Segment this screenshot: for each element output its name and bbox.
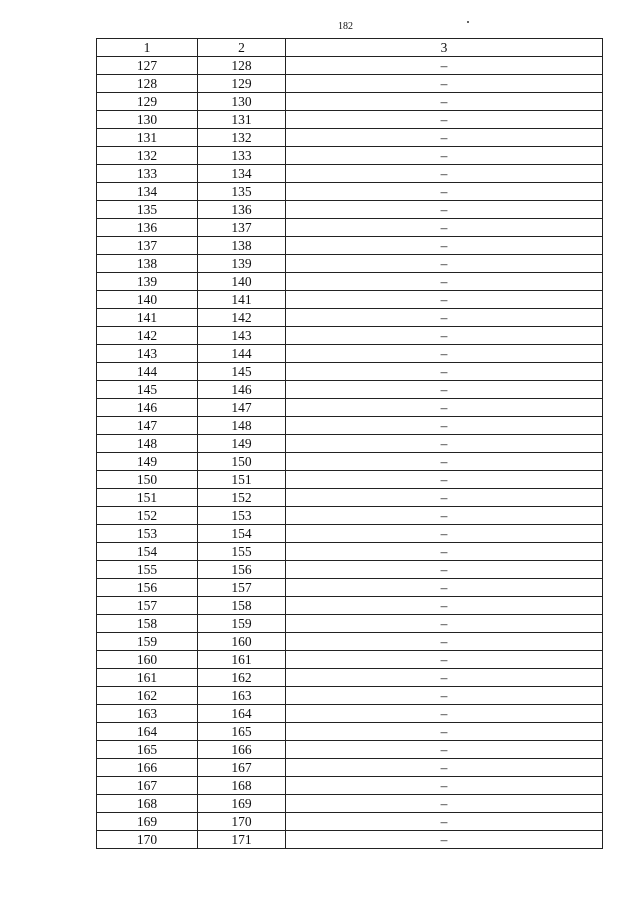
table-cell-col-1: 127 — [97, 57, 198, 75]
table-cell-col-2: 147 — [198, 399, 286, 417]
table-cell-col-1: 134 — [97, 183, 198, 201]
table-cell-col-3: – — [286, 561, 603, 579]
table-row — [97, 417, 603, 435]
table-cell-col-2: 160 — [198, 633, 286, 651]
table-row — [97, 57, 603, 75]
table-row — [97, 777, 603, 795]
table-cell-col-1: 167 — [97, 777, 198, 795]
table-row — [97, 525, 603, 543]
table-cell-col-3: – — [286, 813, 603, 831]
table-cell-col-1: 137 — [97, 237, 198, 255]
table-cell-col-3: – — [286, 165, 603, 183]
table-row — [97, 237, 603, 255]
table-cell-col-3: – — [286, 201, 603, 219]
table-cell-col-3: – — [286, 345, 603, 363]
table-cell-col-1: 159 — [97, 633, 198, 651]
table-row — [97, 687, 603, 705]
table-row — [97, 345, 603, 363]
table-cell-col-1: 168 — [97, 795, 198, 813]
table-cell-col-2: 166 — [198, 741, 286, 759]
scan-speck — [467, 21, 469, 23]
table-cell-col-3: – — [286, 57, 603, 75]
table-cell-col-2: 133 — [198, 147, 286, 165]
table-cell-col-2: 143 — [198, 327, 286, 345]
table-cell-col-3: – — [286, 309, 603, 327]
table-cell-col-1: 146 — [97, 399, 198, 417]
table-row — [97, 507, 603, 525]
table-cell-col-3: – — [286, 651, 603, 669]
table-cell-col-1: 163 — [97, 705, 198, 723]
table-cell-col-2: 167 — [198, 759, 286, 777]
table-cell-col-2: 149 — [198, 435, 286, 453]
table-cell-col-2: 165 — [198, 723, 286, 741]
table-cell-col-2: 139 — [198, 255, 286, 273]
table-cell-col-3: – — [286, 687, 603, 705]
table-cell-col-3: – — [286, 111, 603, 129]
table-cell-col-2: 162 — [198, 669, 286, 687]
table-cell-col-3: – — [286, 255, 603, 273]
table-cell-col-2: 171 — [198, 831, 286, 849]
table-row — [97, 813, 603, 831]
table-cell-col-1: 132 — [97, 147, 198, 165]
table-row — [97, 147, 603, 165]
table-cell-col-2: 169 — [198, 795, 286, 813]
table-row — [97, 759, 603, 777]
table-row — [97, 309, 603, 327]
header-row — [97, 39, 603, 57]
page-number: 182 — [338, 21, 353, 32]
table-cell-col-1: 147 — [97, 417, 198, 435]
table-cell-col-1: 142 — [97, 327, 198, 345]
table-cell-col-3: – — [286, 489, 603, 507]
table-row — [97, 399, 603, 417]
table-cell-col-1: 129 — [97, 93, 198, 111]
table-cell-col-3: – — [286, 615, 603, 633]
table-cell-col-2: 128 — [198, 57, 286, 75]
table-cell-col-2: 138 — [198, 237, 286, 255]
table-row — [97, 93, 603, 111]
table-cell-col-1: 144 — [97, 363, 198, 381]
table-cell-col-3: – — [286, 741, 603, 759]
table-cell-col-2: 164 — [198, 705, 286, 723]
table-cell-col-2: 135 — [198, 183, 286, 201]
table-row — [97, 597, 603, 615]
table-cell-col-2: 146 — [198, 381, 286, 399]
table-row — [97, 453, 603, 471]
table-row — [97, 183, 603, 201]
table-cell-col-1: 149 — [97, 453, 198, 471]
table-cell-col-2: 131 — [198, 111, 286, 129]
table-row — [97, 165, 603, 183]
table-cell-col-2: 161 — [198, 651, 286, 669]
table-cell-col-1: 164 — [97, 723, 198, 741]
header-cell-2: 2 — [198, 39, 286, 57]
table-row — [97, 579, 603, 597]
table-cell-col-1: 154 — [97, 543, 198, 561]
table-cell-col-1: 157 — [97, 597, 198, 615]
table-cell-col-2: 154 — [198, 525, 286, 543]
table-row — [97, 831, 603, 849]
table-row — [97, 615, 603, 633]
table-row — [97, 489, 603, 507]
table-cell-col-2: 151 — [198, 471, 286, 489]
table-cell-col-3: – — [286, 327, 603, 345]
table-row — [97, 741, 603, 759]
table-cell-col-1: 161 — [97, 669, 198, 687]
table-cell-col-3: – — [286, 399, 603, 417]
table-cell-col-3: – — [286, 291, 603, 309]
table-cell-col-2: 152 — [198, 489, 286, 507]
table-cell-col-1: 151 — [97, 489, 198, 507]
table-cell-col-1: 160 — [97, 651, 198, 669]
table-row — [97, 633, 603, 651]
header-cell-1: 1 — [97, 39, 198, 57]
table-cell-col-1: 133 — [97, 165, 198, 183]
table-row — [97, 255, 603, 273]
table-cell-col-1: 162 — [97, 687, 198, 705]
table-cell-col-3: – — [286, 363, 603, 381]
table-cell-col-2: 144 — [198, 345, 286, 363]
table-row — [97, 327, 603, 345]
table-cell-col-2: 130 — [198, 93, 286, 111]
table-cell-col-2: 168 — [198, 777, 286, 795]
table-cell-col-2: 129 — [198, 75, 286, 93]
table-cell-col-3: – — [286, 471, 603, 489]
table-cell-col-3: – — [286, 705, 603, 723]
table-row — [97, 75, 603, 93]
table-cell-col-3: – — [286, 759, 603, 777]
table-cell-col-2: 170 — [198, 813, 286, 831]
table-row — [97, 471, 603, 489]
table-row — [97, 111, 603, 129]
table-cell-col-2: 148 — [198, 417, 286, 435]
table-cell-col-1: 130 — [97, 111, 198, 129]
table-row — [97, 543, 603, 561]
table-row — [97, 381, 603, 399]
table-cell-col-3: – — [286, 183, 603, 201]
table-cell-col-1: 155 — [97, 561, 198, 579]
table-cell-col-3: – — [286, 273, 603, 291]
table-cell-col-3: – — [286, 453, 603, 471]
table-cell-col-2: 136 — [198, 201, 286, 219]
table-cell-col-2: 159 — [198, 615, 286, 633]
table-cell-col-1: 139 — [97, 273, 198, 291]
table-cell-col-3: – — [286, 93, 603, 111]
table-cell-col-2: 140 — [198, 273, 286, 291]
table-row — [97, 129, 603, 147]
table-cell-col-3: – — [286, 219, 603, 237]
table-row — [97, 435, 603, 453]
table-cell-col-1: 141 — [97, 309, 198, 327]
table-cell-col-3: – — [286, 381, 603, 399]
table-cell-col-3: – — [286, 543, 603, 561]
table-cell-col-1: 143 — [97, 345, 198, 363]
table-row — [97, 705, 603, 723]
table-row — [97, 561, 603, 579]
table-cell-col-2: 153 — [198, 507, 286, 525]
table-cell-col-3: – — [286, 435, 603, 453]
data-table — [96, 38, 603, 849]
table-cell-col-3: – — [286, 129, 603, 147]
table-cell-col-3: – — [286, 147, 603, 165]
table-cell-col-2: 156 — [198, 561, 286, 579]
header-cell-3: 3 — [286, 39, 603, 57]
table-cell-col-3: – — [286, 417, 603, 435]
table-cell-col-3: – — [286, 579, 603, 597]
table-cell-col-2: 155 — [198, 543, 286, 561]
table-cell-col-2: 145 — [198, 363, 286, 381]
table-cell-col-2: 150 — [198, 453, 286, 471]
table-cell-col-3: – — [286, 669, 603, 687]
table-cell-col-1: 136 — [97, 219, 198, 237]
table-cell-col-2: 158 — [198, 597, 286, 615]
table-cell-col-2: 137 — [198, 219, 286, 237]
table-cell-col-3: – — [286, 597, 603, 615]
table-row — [97, 651, 603, 669]
table-cell-col-1: 165 — [97, 741, 198, 759]
table-cell-col-2: 134 — [198, 165, 286, 183]
table-cell-col-1: 158 — [97, 615, 198, 633]
table-cell-col-1: 148 — [97, 435, 198, 453]
table-cell-col-3: – — [286, 723, 603, 741]
table-cell-col-1: 153 — [97, 525, 198, 543]
table-cell-col-1: 140 — [97, 291, 198, 309]
table-row — [97, 273, 603, 291]
table-row — [97, 669, 603, 687]
table-cell-col-3: – — [286, 831, 603, 849]
table-cell-col-3: – — [286, 507, 603, 525]
table-cell-col-2: 163 — [198, 687, 286, 705]
table-cell-col-1: 150 — [97, 471, 198, 489]
table-cell-col-2: 132 — [198, 129, 286, 147]
table-cell-col-3: – — [286, 237, 603, 255]
table-row — [97, 201, 603, 219]
table-row — [97, 363, 603, 381]
table-row — [97, 291, 603, 309]
table-cell-col-1: 166 — [97, 759, 198, 777]
table-cell-col-3: – — [286, 777, 603, 795]
table-cell-col-1: 135 — [97, 201, 198, 219]
table-cell-col-3: – — [286, 75, 603, 93]
table-cell-col-1: 169 — [97, 813, 198, 831]
table-body — [97, 57, 603, 849]
table-cell-col-1: 128 — [97, 75, 198, 93]
table-cell-col-1: 138 — [97, 255, 198, 273]
table-cell-col-1: 152 — [97, 507, 198, 525]
table-cell-col-1: 170 — [97, 831, 198, 849]
table-cell-col-3: – — [286, 525, 603, 543]
table-cell-col-2: 157 — [198, 579, 286, 597]
table-row — [97, 219, 603, 237]
table-cell-col-3: – — [286, 633, 603, 651]
table-cell-col-3: – — [286, 795, 603, 813]
table-cell-col-1: 145 — [97, 381, 198, 399]
table-row — [97, 723, 603, 741]
table-row — [97, 795, 603, 813]
table-cell-col-2: 142 — [198, 309, 286, 327]
table-cell-col-2: 141 — [198, 291, 286, 309]
table-cell-col-1: 156 — [97, 579, 198, 597]
table-cell-col-1: 131 — [97, 129, 198, 147]
